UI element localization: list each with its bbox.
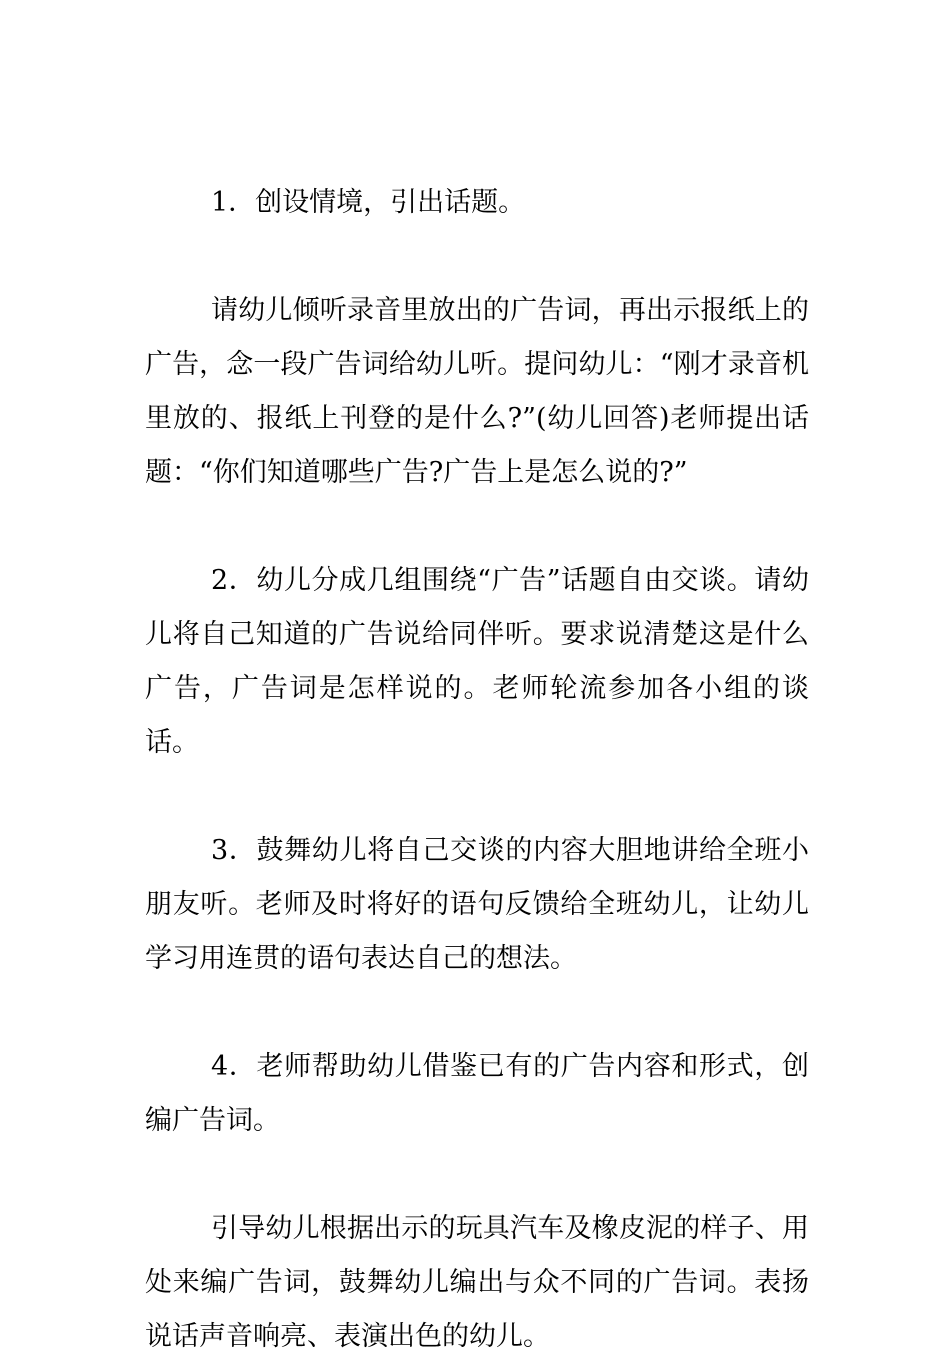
paragraph-step-3: 3．鼓舞幼儿将自己交谈的内容大胆地讲给全班小朋友听。老师及时将好的语句反馈给全班幼儿，让幼儿学习用连贯的语句表达自己的想法。 xyxy=(145,835,809,974)
paragraph-step-2: 2．幼儿分成几组围绕“广告”话题自由交谈。请幼儿将自己知道的广告说给同伴听。要求说清楚这是什么广告，广告词是怎样说的。老师轮流参加各小组的谈话。 xyxy=(145,565,809,758)
paragraph-step-4-heading: 4．老师帮助幼儿借鉴已有的广告内容和形式，创编广告词。 xyxy=(145,1051,809,1136)
paragraph-step-4-detail: 引导幼儿根据出示的玩具汽车及橡皮泥的样子、用处来编广告词，鼓舞幼儿编出与众不同的广告词。表扬说话声音响亮、表演出色的幼儿。 xyxy=(145,1213,809,1352)
paragraph-step-1-heading: 1．创设情境，引出话题。 xyxy=(211,187,526,218)
document-body xyxy=(145,176,809,1364)
paragraph-step-1-detail: 请幼儿倾听录音里放出的广告词，再出示报纸上的广告，念一段广告词给幼儿听。提问幼儿：“刚才录音机里放的、报纸上刊登的是什么?”(幼儿回答)老师提出话题：“你们知道哪些广告?广告上是怎么说的?” xyxy=(145,295,809,488)
